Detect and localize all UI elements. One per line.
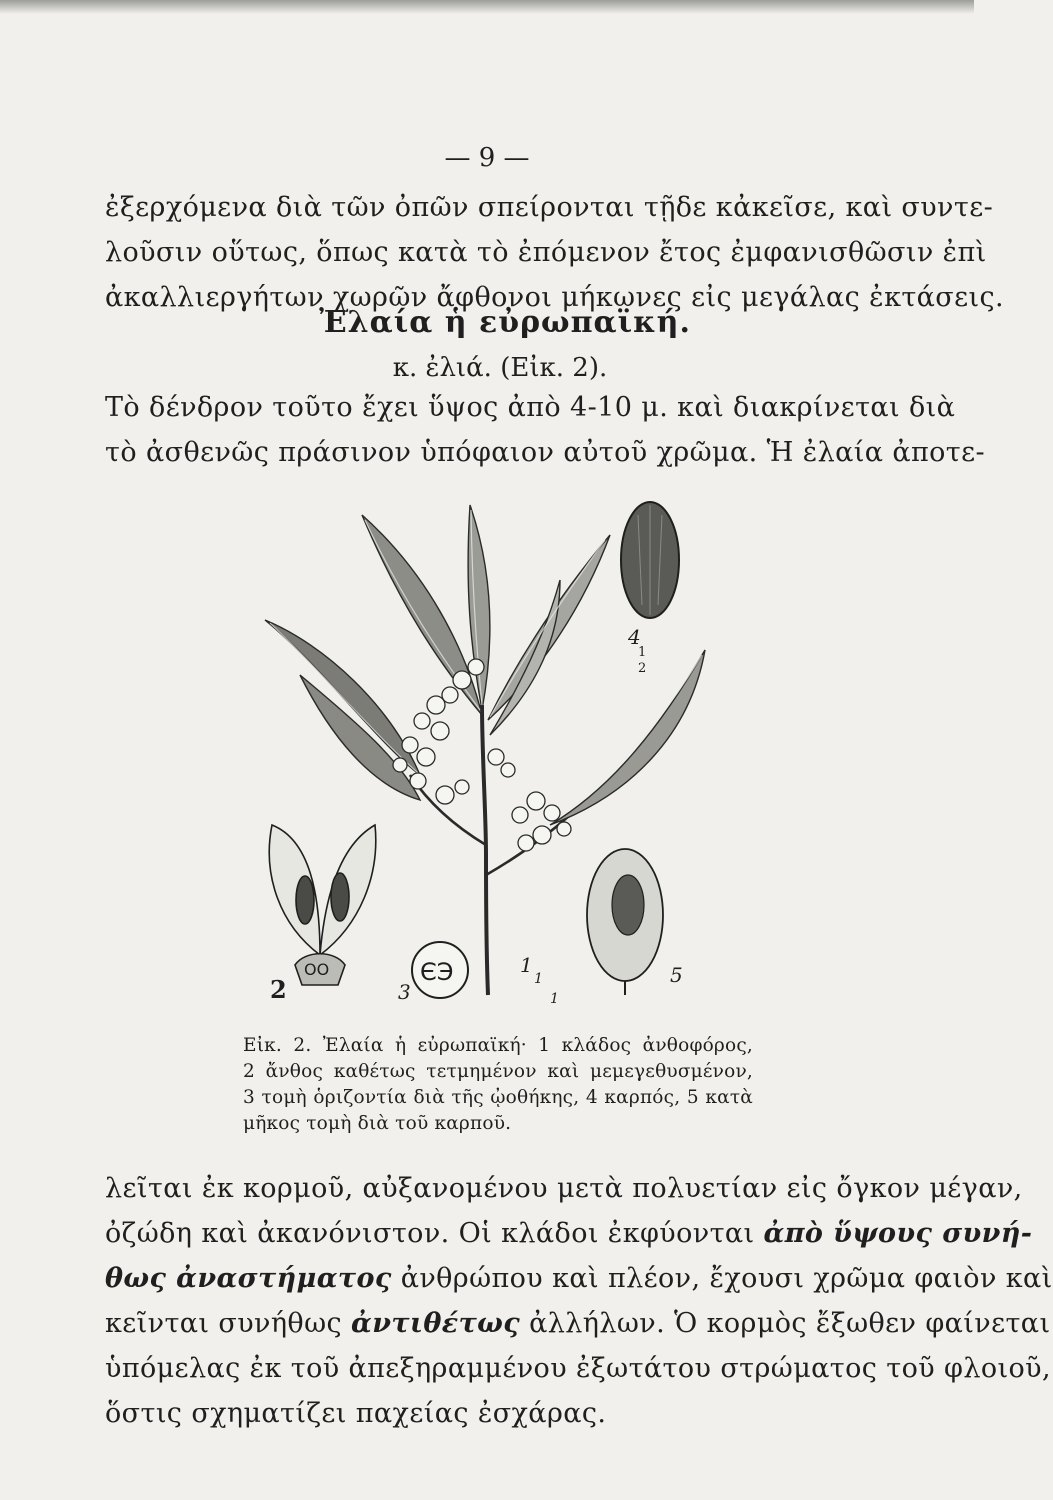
text-line: λεῖται ἐκ κορμοῦ, αὐξανομένου μετὰ πολυετίαν εἰς ὄγκον μέγαν, xyxy=(105,1173,1023,1204)
intro-paragraph xyxy=(105,185,1005,320)
figure-label-1-fraction-den: 1 xyxy=(550,991,559,1007)
ovary-section-drawing xyxy=(412,942,468,998)
olive-illustration xyxy=(250,495,770,1020)
emphasized-text: ἀντιθέτως xyxy=(351,1308,521,1339)
caption-line: 2 ἄνθος καθέτως τετμημένον καὶ μεμεγεθυσμένον, xyxy=(243,1061,753,1082)
text-run: ἀνθρώπου καὶ πλέον, ἔχουσι χρῶμα φαιὸν καὶ xyxy=(391,1263,1053,1294)
text-line xyxy=(105,1256,1053,1301)
text-line xyxy=(105,1211,1033,1256)
continuation-paragraph xyxy=(105,1166,1053,1436)
text-line: τὸ ἀσθενῶς πράσινον ὑπόφαιον αὐτοῦ χρῶμα. Ἡ ἐλαία ἀποτε- xyxy=(105,437,986,468)
section-subheading: κ. ἐλιά. (Εἰκ. 2). xyxy=(392,353,608,383)
olive-fruit-drawing xyxy=(621,502,679,618)
text-line xyxy=(105,1301,1051,1346)
flower-section-drawing xyxy=(269,825,375,985)
figure-label-3: 3 xyxy=(398,980,411,1004)
svg-text:OO: OO xyxy=(304,960,330,979)
figure-label-5: 5 xyxy=(670,963,683,987)
description-paragraph xyxy=(105,385,986,475)
figure-label-1-fraction-num: 1 xyxy=(534,971,543,987)
figure-label-4-fraction-den: 2 xyxy=(638,661,647,676)
emphasized-text: ἀπὸ ὕψους συνή- xyxy=(763,1218,1033,1249)
text-line: Τὸ δένδρον τοῦτο ἔχει ὕψος ἀπὸ 4-10 μ. καὶ διακρίνεται διὰ xyxy=(105,392,956,423)
text-run: ἀλλήλων. Ὁ κορμὸς ἔξωθεν φαίνεται xyxy=(520,1308,1051,1339)
section-heading: Ἐλαία ἡ εὐρωπαϊκή. xyxy=(319,305,691,340)
figure-label-4: 4 xyxy=(628,625,641,649)
text-line: ὅστις σχηματίζει παχείας ἐσχάρας. xyxy=(105,1398,607,1429)
figure-label-4-fraction-num: 1 xyxy=(638,645,647,660)
text-run: ὀζώδη καὶ ἀκανόνιστον. Οἱ κλάδοι ἐκφύονται xyxy=(105,1218,764,1249)
caption-line: 3 τομὴ ὁριζοντία διὰ τῆς ᾠοθήκης, 4 καρπός, 5 κατὰ xyxy=(243,1087,753,1108)
figure-caption xyxy=(243,1033,753,1137)
page-number: — 9 — xyxy=(444,143,530,173)
caption-line: μῆκος τομὴ διὰ τοῦ καρποῦ. xyxy=(243,1113,512,1134)
page-edge-shadow xyxy=(0,0,974,14)
text-line: ὑπόμελας ἐκ τοῦ ἀπεξηραμμένου ἐξωτάτου στρώματος τοῦ φλοιοῦ, xyxy=(105,1353,1051,1384)
figure-label-2: 2 xyxy=(270,975,287,1004)
olive-branch-drawing xyxy=(250,495,770,1020)
figure-label-1: 1 xyxy=(520,953,533,977)
text-run: κεῖνται συνήθως xyxy=(105,1308,352,1339)
text-line: λοῦσιν οὕτως, ὅπως κατὰ τὸ ἐπόμενον ἔτος ἐμφανισθῶσιν ἐπὶ xyxy=(105,237,987,268)
svg-text:ЄЭ: ЄЭ xyxy=(420,958,454,986)
leaf xyxy=(550,650,705,825)
emphasized-text: θως ἀναστήματος xyxy=(105,1263,392,1294)
text-line: ἀκαλλιεργήτων χωρῶν ἄφθονοι μήκωνες εἰς μεγάλας ἐκτάσεις. xyxy=(105,282,1005,313)
caption-line: Εἰκ. 2. Ἐλαία ἡ εὐρωπαϊκή· 1 κλάδος ἀνθοφόρος, xyxy=(243,1035,753,1056)
fruit-section-drawing xyxy=(587,849,663,995)
text-line: ἐξερχόμενα διὰ τῶν ὀπῶν σπείρονται τῇδε κἀκεῖσε, καὶ συντε- xyxy=(105,192,994,223)
